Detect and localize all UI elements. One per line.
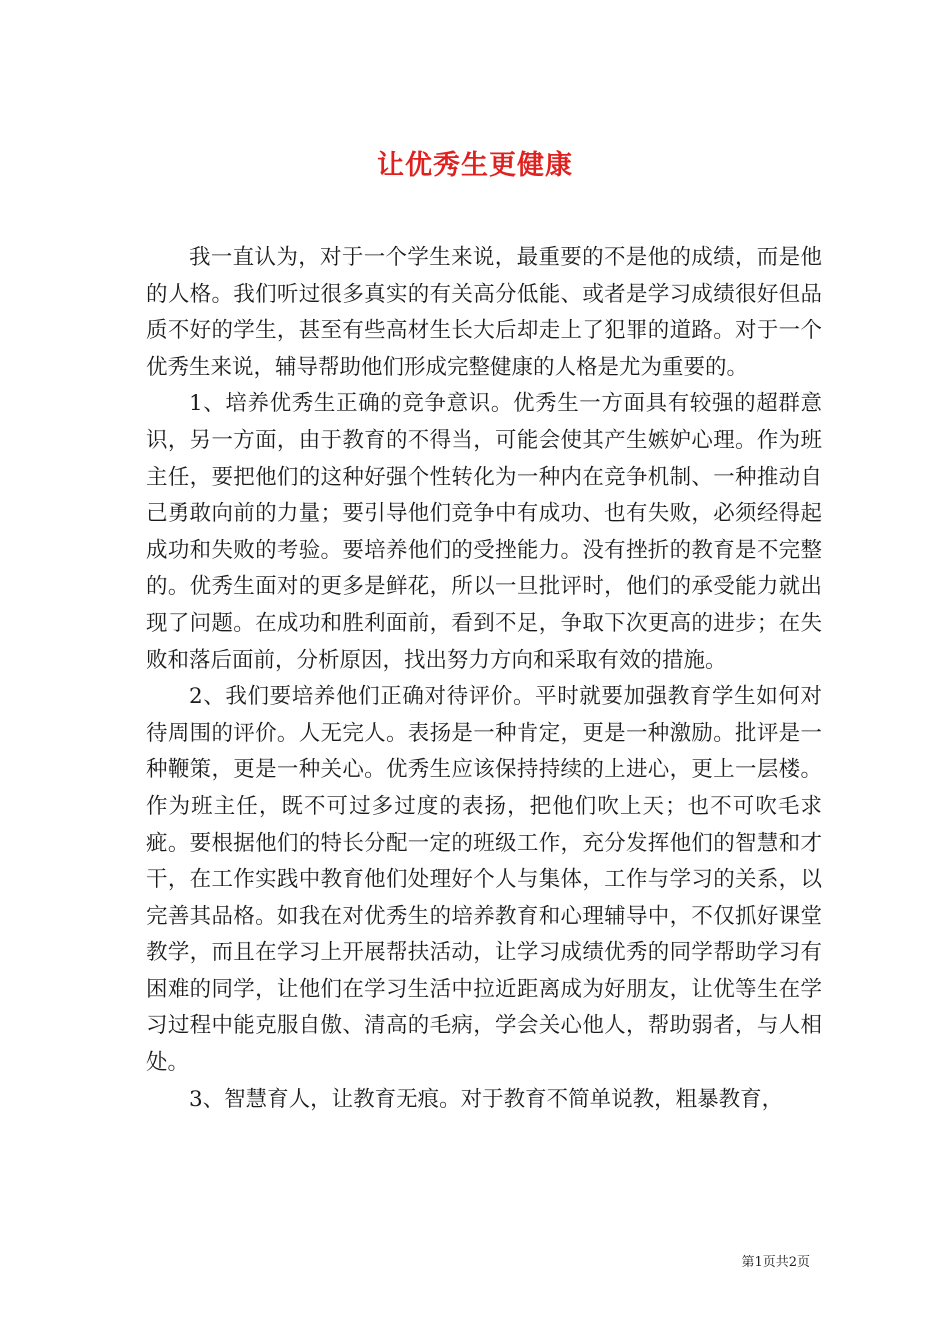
page-number: 第1页共2页 — [741, 1255, 810, 1270]
paragraph-competition: 1、培养优秀生正确的竞争意识。优秀生一方面具有较强的超群意识，另一方面，由于教育的不得当，可能会使其产生嫉妒心理。作为班主任，要把他们的这种好强个性转化为一种内在竞争机制、一种推动自己勇敢向前的力量；要引导他们竞争中有成功、也有失败，必须经得起成功和失败的考验。要培养他们的受挫能力。没有挫折的教育是不完整的。优秀生面对的更多是鲜花，所以一旦批评时，他们的承受能力就出现了问题。在成功和胜利面前，看到不足，争取下次更高的进步；在失败和落后面前，分析原因，找出努力方向和采取有效的措施。 — [146, 391, 822, 673]
paragraph-intro: 我一直认为，对于一个学生来说，最重要的不是他的成绩，而是他的人格。我们听过很多真实的有关高分低能、或者是学习成绩很好但品质不好的学生，甚至有些高材生长大后却走上了犯罪的道路。对于一个优秀生来说，辅导帮助他们形成完整健康的人格是尤为重要的。 — [146, 245, 822, 380]
document-body — [146, 240, 822, 1118]
paragraph-evaluation: 2、我们要培养他们正确对待评价。平时就要加强教育学生如何对待周围的评价。人无完人。表扬是一种肯定，更是一种激励。批评是一种鞭策，更是一种关心。优秀生应该保持持续的上进心，更上一层楼。作为班主任，既不可过多过度的表扬，把他们吹上天；也不可吹毛求疵。要根据他们的特长分配一定的班级工作，充分发挥他们的智慧和才干，在工作实践中教育他们处理好个人与集体，工作与学习的关系，以完善其品格。如我在对优秀生的培养教育和心理辅导中，不仅抓好课堂教学，而且在学习上开展帮扶活动，让学习成绩优秀的同学帮助学习有困难的同学，让他们在学习生活中拉近距离成为好朋友，让优等生在学习过程中能克服自傲、清高的毛病，学会关心他人，帮助弱者，与人相处。 — [146, 684, 822, 1076]
paragraph-wisdom: 3、智慧育人，让教育无痕。对于教育不简单说教，粗暴教育， — [189, 1086, 784, 1112]
page-title: 让优秀生更健康 — [377, 150, 573, 182]
